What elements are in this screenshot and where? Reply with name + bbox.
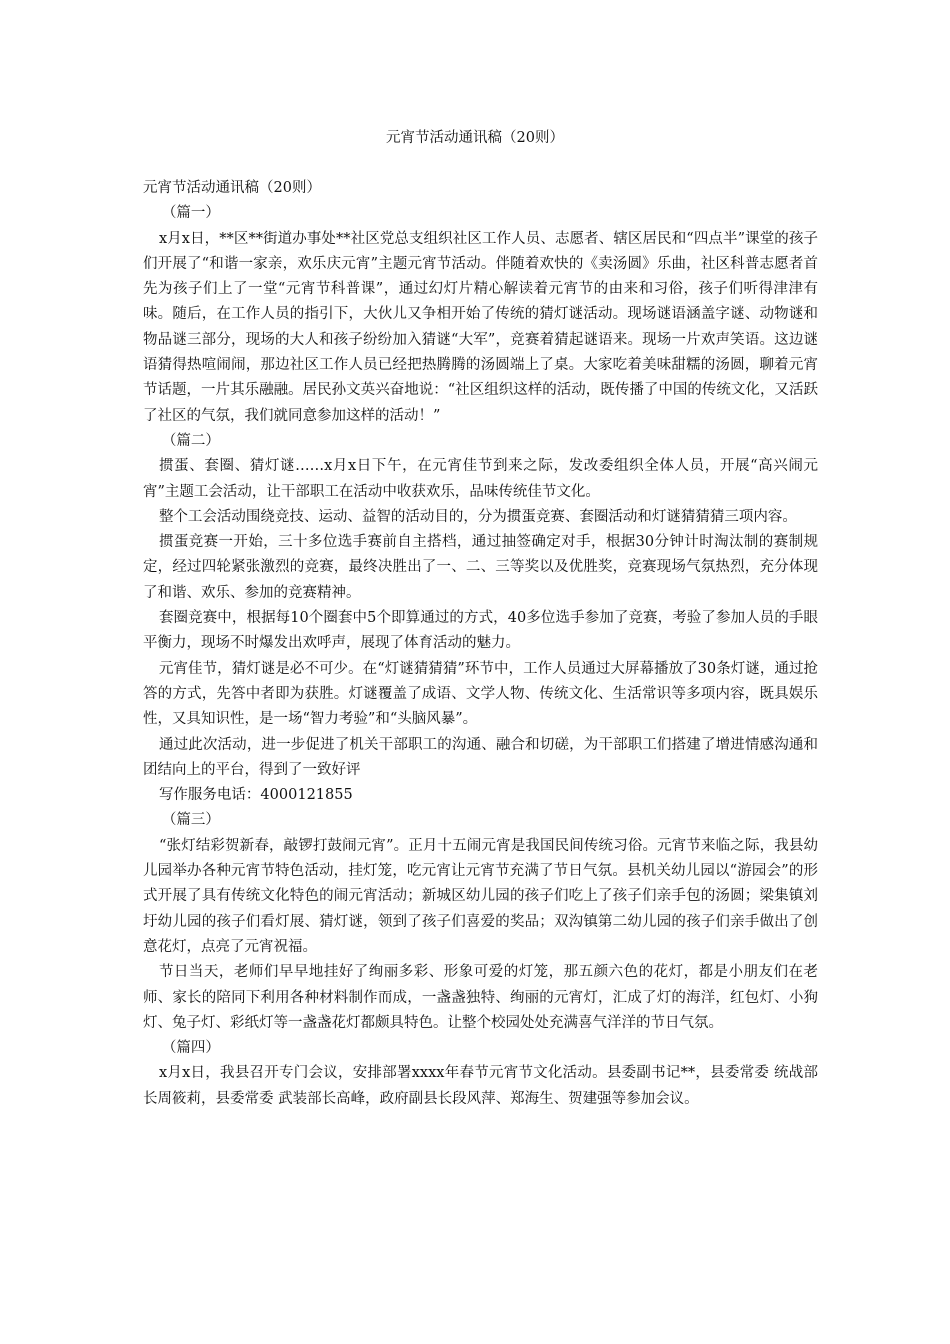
section-heading: （篇二） [161, 432, 220, 449]
paragraph: 节日当天，老师们早早地挂好了绚丽多彩、形象可爱的灯笼，那五颜六色的花灯，都是小朋友们在老师、家长的陪同下利用各种材料制作而成，一盏盏独特、绚丽的元宵灯，汇成了灯的海洋，红包灯、小狗灯、兔子灯、彩纸灯等一盏盏花灯都颇具特色。让整个校园处处充满喜气洋洋的节日气氛。 [143, 964, 818, 1031]
section-heading: （篇四） [161, 1040, 220, 1057]
document-subtitle: 元宵节活动通讯稿（20则） [143, 180, 321, 196]
paragraph: 套圈竞赛中，根据每10个圈套中5个即算通过的方式，40多位选手参加了竞赛，考验了参加人员的手眼平衡力，现场不时爆发出欢呼声，展现了体育活动的魅力。 [143, 610, 818, 652]
paragraph: “张灯结彩贺新春，敲锣打鼓闹元宵”。正月十五闹元宵是我国民间传统习俗。元宵节来临之际，我县幼儿园举办各种元宵节特色活动，挂灯笼，吃元宵让元宵节充满了节日气氛。县机关幼儿园以“游园会”的形式开展了具有传统文化特色的闹元宵活动；新城区幼儿园的孩子们吃上了孩子们亲手包的汤圆；梁集镇刘圩幼儿园的孩子们看灯展、猜灯谜，领到了孩子们喜爱的奖品；双沟镇第二幼儿园的孩子们亲手做出了创意花灯，点亮了元宵祝福。 [143, 837, 818, 955]
paragraph: 掼蛋竞赛一开始，三十多位选手赛前自主搭档，通过抽签确定对手，根据30分钟计时淘汰制的赛制规定，经过四轮紧张激烈的竞赛，最终决胜出了一、二、三等奖以及优胜奖，竞赛现场气氛热烈，充分体现了和谐、欢乐、参加的竞赛精神。 [143, 534, 818, 601]
paragraph: 元宵佳节，猜灯谜是必不可少。在“灯谜猜猜猜”环节中，工作人员通过大屏幕播放了30条灯谜，通过抢答的方式，先答中者即为获胜。灯谜覆盖了成语、文学人物、传统文化、生活常识等多项内容，既具娱乐性，又具知识性，是一场“智力考验”和“头脑风暴”。 [143, 660, 818, 728]
paragraph: 掼蛋、套圈、猜灯谜……x月x日下午，在元宵佳节到来之际，发改委组织全体人员，开展“高兴闹元宵”主题工会活动，让干部职工在活动中收获欢乐，品味传统佳节文化。 [143, 458, 818, 500]
section-heading: （篇一） [161, 205, 220, 222]
paragraph: x月x日，我县召开专门会议，安排部署xxxx年春节元宵节文化活动。县委副书记**，县委常委 统战部长周筱莉，县委常委 武装部长高峰，政府副县长段风萍、郑海生、贺建强等参加会议。 [143, 1065, 818, 1107]
paragraph: 通过此次活动，进一步促进了机关干部职工的沟通、融合和切磋，为干部职工们搭建了增进情感沟通和团结向上的平台，得到了一致好评 [143, 736, 818, 778]
service-phone: 写作服务电话：4000121855 [158, 787, 353, 804]
section-heading: （篇三） [161, 812, 220, 829]
page-title: 元宵节活动通讯稿（20则） [386, 130, 564, 146]
paragraph: 整个工会活动围绕竞技、运动、益智的活动目的，分为掼蛋竞赛、套圈活动和灯谜猜猜猜三项内容。 [158, 508, 797, 525]
document-body [143, 176, 818, 1112]
paragraph: x月x日，**区**街道办事处**社区党总支组织社区工作人员、志愿者、辖区居民和“四点半”课堂的孩子们开展了“和谐一家亲，欢乐庆元宵”主题元宵节活动。伴随着欢快的《卖汤圆》乐曲，社区科普志愿者首先为孩子们上了一堂“元宵节科普课”，通过幻灯片精心解读着元宵节的由来和习俗，孩子们听得津津有味。随后，在工作人员的指引下，大伙儿又争相开始了传统的猜灯谜活动。现场谜语涵盖字谜、动物谜和物品谜三部分，现场的大人和孩子纷纷加入猜谜“大军”，竞赛着猜起谜语来。现场一片欢声笑语。这边谜语猜得热喧闹闹，那边社区工作人员已经把热腾腾的汤圆端上了桌。大家吃着美味甜糯的汤圆，聊着元宵节话题，一片其乐融融。居民孙文英兴奋地说：“社区组织这样的活动，既传播了中国的传统文化，又活跃了社区的气氛，我们就同意参加这样的活动！” [143, 230, 818, 424]
